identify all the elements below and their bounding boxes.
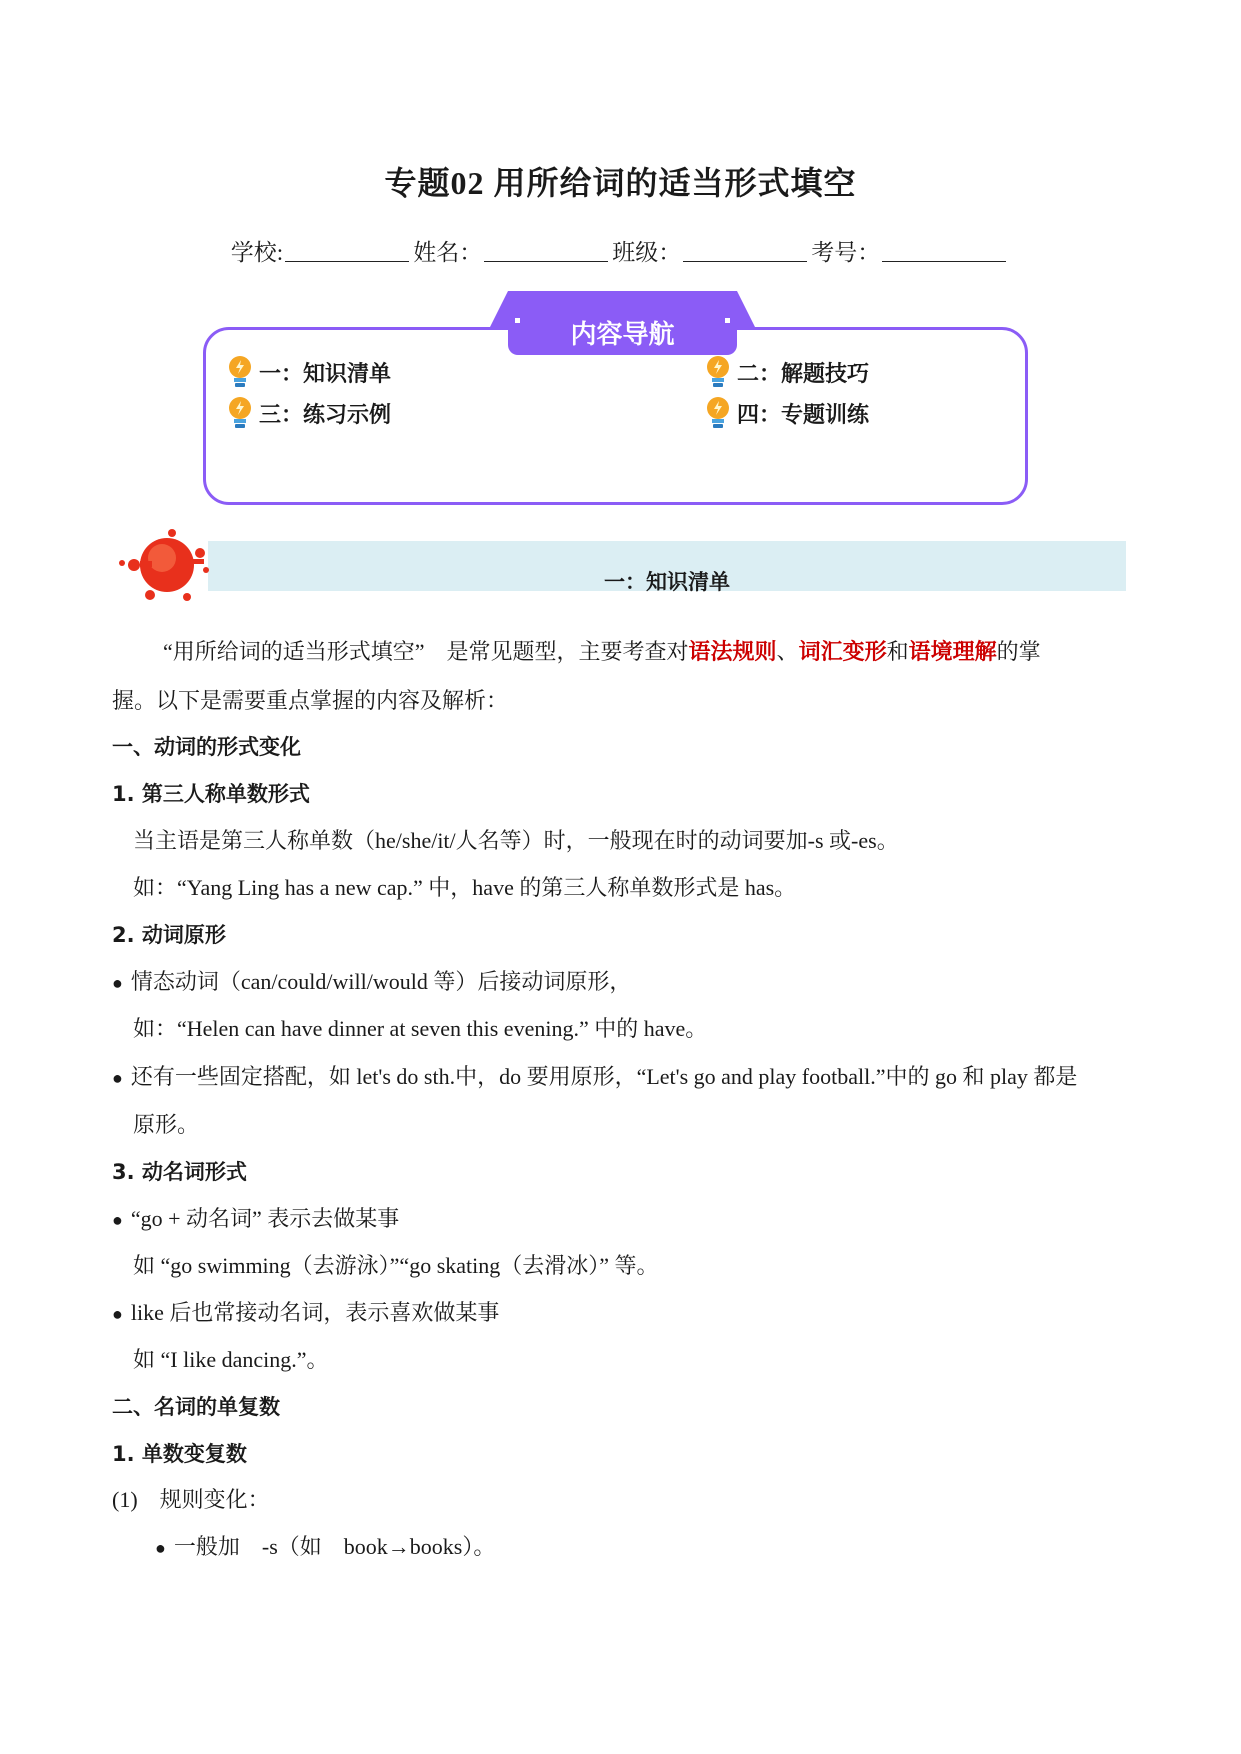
bullet-icon: ● [112,1068,123,1088]
nav-item-tips[interactable] [705,355,869,389]
bullet-icon: ● [112,1210,123,1230]
keyword-context: 语境理解 [908,640,997,665]
subheading-plural: 1. 单数变复数 [112,1442,247,1466]
name-label: 姓名： [413,240,483,265]
example-line: 如 “go swimming（去游泳）”“go skating（去滑冰）” 等。 [133,1253,659,1278]
body-line: 当主语是第三人称单数（he/she/it/人名等）时，一般现在时的动词要加-s 或-es。 [133,828,899,853]
subheading-gerund: 3. 动名词形式 [112,1160,247,1184]
bullet-icon: ● [112,1304,123,1324]
bullet-item [112,1204,399,1235]
subheading-base-form: 2. 动词原形 [112,923,226,947]
intro-text: “用所给词的适当形式填空” 是常见题型，主要考查对 [163,639,689,664]
bullet-item [155,1532,495,1563]
bullet-text: 还有一些固定搭配，如 let's do sth.中，do 要用原形，“Let's go and play football.”中的 go 和 play 都是 [130,1064,1078,1089]
keyword-vocab: 词汇变形 [798,640,887,665]
bullet-text: 情态动词（can/could/will/would 等）后接动词原形， [130,969,632,994]
intro-line-1 [163,637,1041,668]
class-blank [683,239,807,262]
bullet-icon: ● [112,973,123,993]
lightbulb-icon [227,355,253,389]
heading-verb-forms: 一、动词的形式变化 [112,735,301,759]
exam-no-label: 考号： [811,240,881,265]
nav-item-label: 三：练习示例 [259,402,392,428]
intro-line-2: 握。以下是需要重点掌握的内容及解析： [112,688,509,713]
intro-text: 的掌 [996,639,1041,664]
bullet-icon: ● [155,1538,166,1558]
bullet-text: like 后也常接动名词，表示喜欢做某事 [130,1300,500,1325]
bullet-item [112,967,631,998]
bullet-item [112,1298,499,1329]
student-info-line [0,234,1241,267]
example-line: 如 “I like dancing.”。 [133,1347,329,1372]
nav-item-label: 四：专题训练 [737,402,870,428]
lightbulb-icon [705,355,731,389]
subheading-third-person: 1. 第三人称单数形式 [112,782,310,806]
paint-splat-icon [112,525,212,605]
body-line: 原形。 [133,1112,200,1137]
school-blank [285,239,409,262]
school-label: 学校: [230,240,284,265]
nav-item-label: 一：知识清单 [259,361,392,387]
nav-item-training[interactable] [705,396,869,430]
intro-sep: 和 [886,639,909,664]
intro-sep: 、 [776,639,799,664]
nav-item-knowledge[interactable] [227,355,391,389]
example-line: 如：“Yang Ling has a new cap.” 中，have 的第三人称单数形式是 has。 [133,875,797,900]
exam-no-blank [882,239,1006,262]
name-blank [484,239,608,262]
class-label: 班级： [612,240,682,265]
bullet-text: 一般加 -s（如 book→books）。 [173,1534,496,1559]
lightbulb-icon [705,396,731,430]
bullet-text: “go + 动名词” 表示去做某事 [130,1206,400,1231]
page-title: 专题02 用所给词的适当形式填空 [384,165,857,201]
lightbulb-icon [227,396,253,430]
heading-nouns: 二、名词的单复数 [112,1395,280,1419]
sub-item: (1) 规则变化： [112,1487,270,1512]
bullet-item [112,1062,1077,1093]
nav-item-examples[interactable] [227,396,391,430]
example-line: 如：“Helen can have dinner at seven this evening.” 中的 have。 [133,1016,708,1041]
keyword-grammar: 语法规则 [688,640,777,665]
nav-title: 内容导航 [570,320,675,350]
section-title: 一：知识清单 [604,570,730,594]
nav-item-label: 二：解题技巧 [737,361,870,387]
